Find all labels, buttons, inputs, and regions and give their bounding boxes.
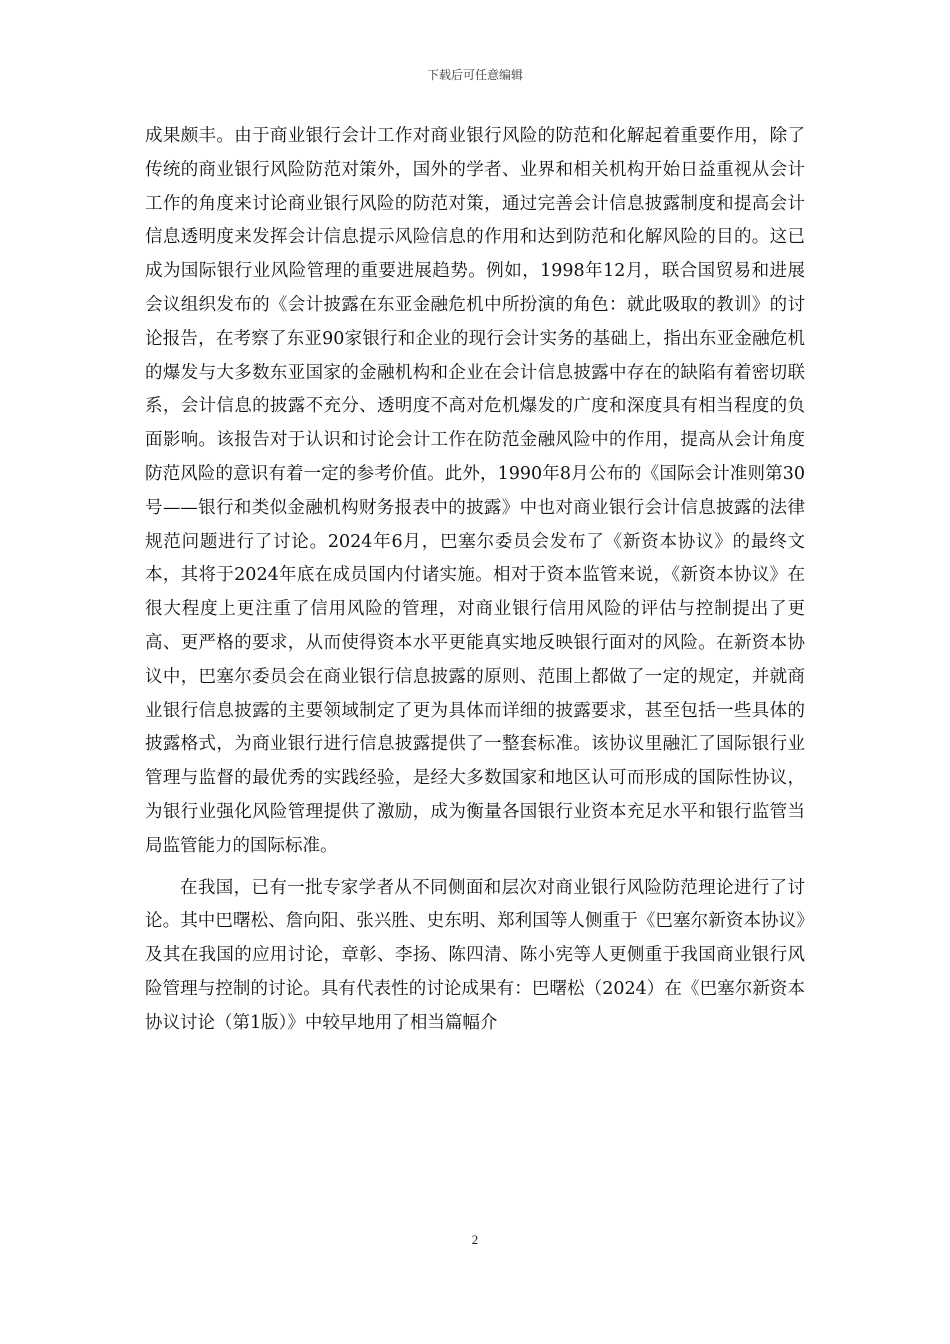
paragraph-2: 在我国，已有一批专家学者从不同侧面和层次对商业银行风险防范理论进行了讨论。其中巴曙松、詹向阳、张兴胜、史东明、郑利国等人侧重于《巴塞尔新资本协议》及其在我国的应用讨论，章彰、李扬、陈四清、陈小宪等人更侧重于我国商业银行风险管理与控制的讨论。具有代表性的讨论成果有：巴曙松（2024）在《巴塞尔新资本协议讨论（第1版）》中较早地用了相当篇幅介: [145, 877, 805, 1033]
paragraph-1: 成果颇丰。由于商业银行会计工作对商业银行风险的防范和化解起着重要作用，除了传统的商业银行风险防范对策外，国外的学者、业界和相关机构开始日益重视从会计工作的角度来讨论商业银行风险的防范对策，通过完善会计信息披露制度和提高会计信息透明度来发挥会计信息提示风险信息的作用和达到防范和化解风险的目的。这已成为国际银行业风险管理的重要进展趋势。例如，1998年12月，联合国贸易和进展会议组织发布的《会计披露在东亚金融危机中所扮演的角色：就此吸取的教训》的讨论报告，在考察了东亚90家银行和企业的现行会计实务的基础上，指出东亚金融危机的爆发与大多数东亚国家的金融机构和企业在会计信息披露中存在的缺陷有着密切联系，会计信息的披露不充分、透明度不高对危机爆发的广度和深度具有相当程度的负面影响。该报告对于认识和讨论会计工作在防范金融风险中的作用，提高从会计角度防范风险的意识有着一定的参考价值。此外，1990年8月公布的《国际会计准则第30号——银行和类似金融机构财务报表中的披露》中也对商业银行会计信息披露的法律规范问题进行了讨论。2024年6月，巴塞尔委员会发布了《新资本协议》的最终文本，其将于2024年底在成员国内付诸实施。相对于资本监管来说，《新资本协议》在很大程度上更注重了信用风险的管理，对商业银行信用风险的评估与控制提出了更高、更严格的要求，从而使得资本水平更能真实地反映银行面对的风险。在新资本协议中，巴塞尔委员会在商业银行信息披露的原则、范围上都做了一定的规定，并就商业银行信息披露的主要领域制定了更为具体而详细的披露要求，甚至包括一些具体的披露格式，为商业银行进行信息披露提供了一整套标准。该协议里融汇了国际银行业管理与监督的最优秀的实践经验，是经大多数国家和地区认可而形成的国际性协议，为银行业强化风险管理提供了激励，成为衡量各国银行业资本充足水平和银行监管当局监管能力的国际标准。: [145, 126, 805, 856]
document-body: [145, 120, 805, 1041]
page-number: 2: [471, 1232, 479, 1247]
page-header: 下载后可任意编辑: [426, 68, 523, 82]
